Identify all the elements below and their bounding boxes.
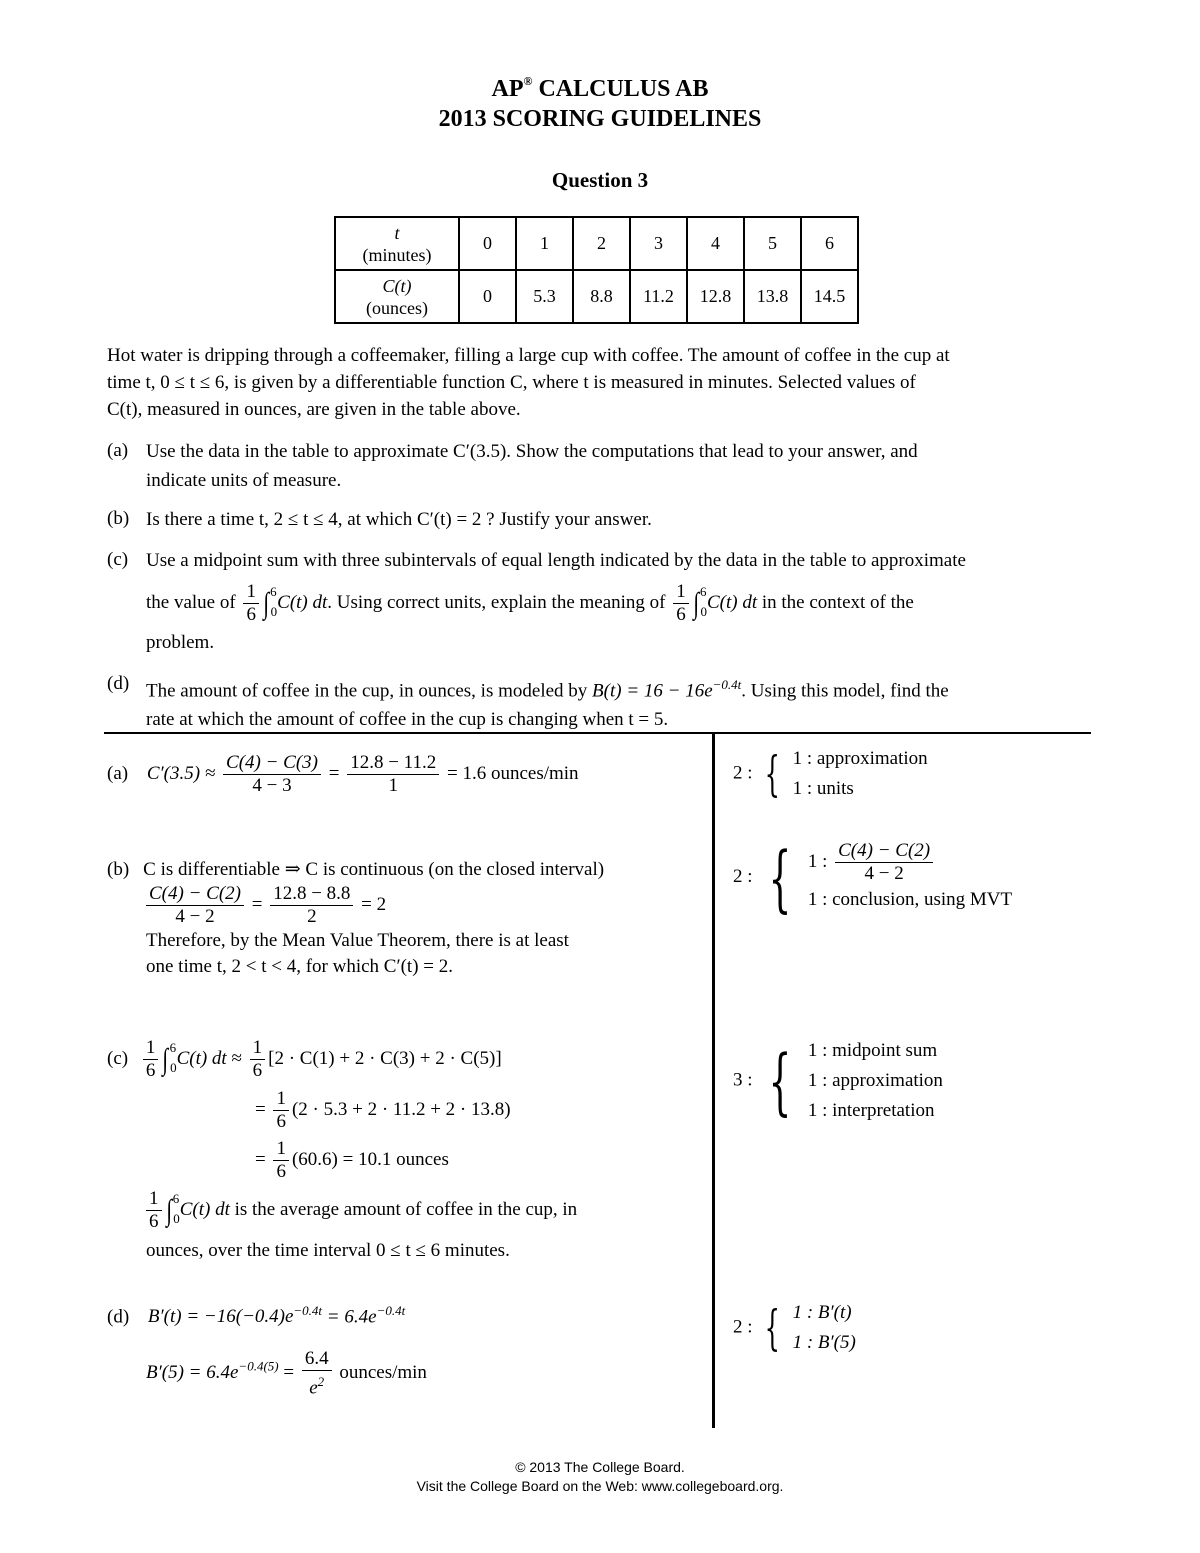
table-cell: 0 — [459, 270, 516, 323]
question-line: Use the data in the table to approximate C′(3.5). Show the computations that lead to your answer, and — [146, 441, 918, 462]
numerator: 6.4 — [302, 1348, 332, 1371]
denominator — [302, 1371, 332, 1399]
table-cell: 0 — [459, 217, 516, 270]
integral-lower: 0 — [170, 1060, 177, 1075]
numerator: 1 — [273, 1088, 289, 1111]
question-fragment: . Using correct units, explain the meaning of — [327, 591, 666, 613]
units: ounces/min — [339, 1362, 427, 1384]
footer-copyright: © 2013 The College Board. — [515, 1459, 685, 1475]
answer-step: B′(5) = 6.4e — [146, 1362, 239, 1384]
numerator: 12.8 − 8.8 — [270, 883, 353, 906]
c-var: C(t) — [382, 275, 412, 296]
table-header-t — [335, 217, 459, 270]
answer-lhs: C′(3.5) ≈ — [146, 762, 216, 784]
answer-result: = 2 — [361, 893, 387, 915]
question-fragment: the value of — [146, 591, 236, 613]
answer-line: one time t, 2 < t < 4, for which C′(t) = 2. — [146, 956, 454, 977]
table-cell: 3 — [630, 217, 687, 270]
integral-coefficient — [243, 581, 259, 626]
answer-label: (a) — [107, 762, 129, 784]
answer-step: = 6.4e — [322, 1306, 377, 1328]
integral-upper: 6 — [699, 583, 707, 599]
rubric-b — [733, 835, 1013, 920]
rubric-item: 1 : B′(5) — [792, 1332, 856, 1353]
title-rest: CALCULUS AB — [532, 76, 709, 102]
answer-step: (60.6) = 10.1 ounces — [291, 1149, 449, 1170]
rubric-d — [733, 1298, 856, 1358]
fraction — [250, 1037, 266, 1082]
question-d-label: (d) — [107, 673, 130, 694]
intro-line: Hot water is dripping through a coffeemaker, filling a large cup with coffee. The amount of coffee in the cup at — [107, 345, 950, 366]
rubric-item: 1 : interpretation — [807, 1100, 935, 1121]
rubric-items — [793, 744, 928, 804]
rubric-item: 1 : approximation — [807, 1070, 943, 1091]
rubric-item: 1 : conclusion, using MVT — [807, 889, 1013, 910]
answer-line — [146, 883, 604, 928]
table-cell: 1 — [516, 217, 573, 270]
integral-upper: 6 — [172, 1191, 180, 1206]
question-heading: Question 3 — [551, 168, 649, 192]
registered-mark: ® — [523, 74, 533, 88]
answer-line — [143, 1185, 577, 1236]
integral-upper: 6 — [270, 583, 277, 599]
intro-paragraph — [107, 342, 1097, 423]
question-line — [146, 581, 1096, 626]
question-c-text — [146, 546, 1096, 657]
integral-lower: 0 — [700, 603, 707, 619]
page-title — [0, 76, 1200, 103]
rubric-points: 2 : — [733, 1316, 753, 1338]
denominator: 6 — [252, 1060, 263, 1082]
table-row-c — [335, 270, 858, 323]
equals: = — [255, 1099, 266, 1120]
rubric-points: 3 : — [733, 1069, 753, 1091]
numerator: 1 — [250, 1037, 266, 1060]
numerator: C(4) − C(2) — [146, 883, 244, 906]
equals: = — [251, 893, 263, 915]
denominator: 6 — [149, 1211, 159, 1233]
fraction — [347, 752, 439, 797]
denominator: 6 — [676, 604, 686, 625]
fraction — [835, 840, 933, 885]
exponent: 2 — [317, 1374, 325, 1390]
table-cell: 14.5 — [801, 270, 858, 323]
numerator: C(4) − C(2) — [835, 840, 933, 863]
rubric-a — [733, 744, 928, 804]
denominator: 4 − 2 — [175, 906, 215, 927]
question-fragment: The amount of coffee in the cup, in ounces, is modeled by — [146, 680, 588, 702]
question-line: problem. — [146, 632, 215, 653]
answer-line — [255, 1135, 577, 1185]
question-b-text: Is there a time t, 2 ≤ t ≤ 4, at which C′(t) = 2 ? Justify your answer. — [146, 509, 652, 530]
answer-line — [255, 1085, 577, 1135]
numerator: 1 — [243, 581, 259, 604]
rubric-item: 1 : B′(t) — [792, 1302, 852, 1323]
denominator: 4 − 3 — [252, 775, 292, 796]
table-cell: 5 — [744, 217, 801, 270]
equals: = — [255, 1149, 266, 1170]
brace-icon: { — [764, 746, 781, 802]
table-row-t — [335, 217, 858, 270]
table-cell: 12.8 — [687, 270, 744, 323]
answer-step: [2 · C(1) + 2 · C(3) + 2 · C(5)] — [268, 1048, 502, 1069]
model-exponent: −0.4t — [712, 677, 742, 692]
table-cell: 6 — [801, 217, 858, 270]
question-fragment: in the context of the — [761, 591, 914, 613]
denominator: 4 − 2 — [864, 863, 904, 884]
denominator: 6 — [246, 604, 256, 625]
rubric-c — [733, 1036, 943, 1126]
question-line — [146, 670, 1096, 705]
table-cell: 13.8 — [744, 270, 801, 323]
rubric-item — [808, 840, 1012, 885]
footer-website: Visit the College Board on the Web: www.collegeboard.org. — [416, 1478, 784, 1494]
question-a-label: (a) — [107, 440, 129, 461]
answer-d — [107, 1298, 427, 1400]
brace-icon: { — [768, 835, 792, 920]
integral-sign-icon: ∫ — [692, 586, 699, 620]
answer-label: (c) — [107, 1048, 129, 1069]
horizontal-divider — [104, 732, 1091, 734]
exponent: −0.4(5) — [238, 1359, 279, 1375]
integrand: C(t) dt — [179, 1199, 230, 1220]
rubric-item-prefix: 1 : — [807, 850, 828, 872]
vertical-divider — [712, 733, 715, 1428]
answer-line: Therefore, by the Mean Value Theorem, there is at least — [146, 930, 569, 951]
table-cell: 2 — [573, 217, 630, 270]
integral-sign-icon: ∫ — [162, 1042, 169, 1076]
approx: ≈ — [231, 1048, 242, 1069]
fraction — [273, 1088, 289, 1133]
answer-result: = 1.6 ounces/min — [446, 762, 579, 784]
integral-coefficient — [673, 581, 689, 626]
equals: = — [328, 762, 340, 784]
answer-label: (d) — [107, 1306, 130, 1328]
rubric-item: 1 : midpoint sum — [807, 1040, 938, 1061]
rubric-points: 2 : — [733, 762, 753, 784]
answer-step: is the average amount of coffee in the cup, in — [234, 1199, 578, 1220]
fraction — [143, 1037, 159, 1082]
c-unit: (ounces) — [366, 297, 428, 318]
question-line: rate at which the amount of coffee in the cup is changing when t = 5. — [146, 709, 669, 731]
rubric-points: 2 : — [733, 865, 753, 887]
answer-step: B′(t) = −16(−0.4)e — [147, 1306, 294, 1328]
answer-step: (2 · 5.3 + 2 · 11.2 + 2 · 13.8) — [291, 1099, 511, 1120]
answer-line: ounces, over the time interval 0 ≤ t ≤ 6 minutes. — [146, 1240, 510, 1261]
question-b-label: (b) — [107, 508, 130, 529]
numerator: 12.8 − 11.2 — [347, 752, 439, 775]
fraction — [146, 883, 244, 928]
fraction — [302, 1348, 332, 1399]
equals: = — [283, 1362, 295, 1384]
brace-icon: { — [764, 1300, 781, 1356]
integral-sign-icon: ∫ — [263, 586, 269, 620]
answer-label: (b) — [107, 859, 130, 880]
integral-lower: 0 — [270, 603, 278, 619]
exponent: −0.4t — [293, 1303, 323, 1318]
denominator: 2 — [307, 906, 317, 927]
answer-line — [107, 1034, 577, 1085]
t-var: t — [394, 222, 400, 243]
denominator-base: e — [309, 1377, 318, 1399]
question-c-label: (c) — [107, 549, 129, 570]
integral-sign-icon: ∫ — [165, 1193, 172, 1227]
answer-line: C is differentiable ⇒ C is continuous (on the closed interval) — [143, 859, 605, 880]
answer-b — [107, 857, 604, 980]
intro-line: time t, 0 ≤ t ≤ 6, is given by a differentiable function C, where t is measured in minutes. Selected values of — [107, 372, 916, 393]
answer-line — [107, 1298, 427, 1330]
model-formula: B(t) = 16 − 16e — [592, 680, 713, 702]
fraction — [146, 1188, 162, 1233]
numerator: 1 — [273, 1138, 289, 1161]
table-header-c — [335, 270, 459, 323]
rubric-items — [808, 1036, 943, 1126]
numerator: 1 — [143, 1037, 159, 1060]
rubric-items — [793, 1298, 856, 1358]
intro-line: C(t), measured in ounces, are given in the table above. — [107, 399, 521, 420]
table-cell: 4 — [687, 217, 744, 270]
answer-line — [146, 1348, 427, 1399]
integrand: C(t) dt — [277, 591, 328, 613]
denominator: 1 — [388, 775, 398, 796]
fraction — [273, 1138, 289, 1183]
integrand: C(t) dt — [706, 591, 758, 613]
numerator: 1 — [146, 1188, 162, 1211]
answer-a — [107, 752, 579, 797]
integrand: C(t) dt — [176, 1048, 227, 1069]
integral-lower: 0 — [173, 1211, 180, 1226]
t-unit: (minutes) — [362, 244, 432, 265]
rubric-item: 1 : approximation — [792, 748, 928, 769]
title-prefix: AP — [491, 76, 524, 102]
integral-upper: 6 — [169, 1040, 177, 1055]
rubric-items — [808, 840, 1012, 915]
data-table — [334, 216, 859, 324]
page-subtitle: 2013 SCORING GUIDELINES — [438, 106, 762, 132]
question-d-text — [146, 670, 1096, 734]
brace-icon: { — [768, 1039, 792, 1123]
table-cell: 8.8 — [573, 270, 630, 323]
fraction — [223, 752, 321, 797]
answer-c — [107, 1034, 577, 1266]
table-cell: 5.3 — [516, 270, 573, 323]
denominator: 6 — [145, 1060, 156, 1082]
exponent: −0.4t — [376, 1303, 406, 1318]
question-a-text — [146, 437, 1096, 495]
question-line: indicate units of measure. — [146, 470, 342, 491]
table-cell: 11.2 — [630, 270, 687, 323]
fraction — [270, 883, 353, 928]
numerator: C(4) − C(3) — [223, 752, 321, 775]
rubric-item: 1 : units — [792, 778, 854, 799]
numerator: 1 — [673, 581, 689, 604]
denominator: 6 — [276, 1161, 286, 1183]
denominator: 6 — [276, 1111, 286, 1133]
question-line: Use a midpoint sum with three subintervals of equal length indicated by the data in the table to approximate — [146, 550, 966, 571]
question-fragment: . Using this model, find the — [741, 680, 949, 702]
